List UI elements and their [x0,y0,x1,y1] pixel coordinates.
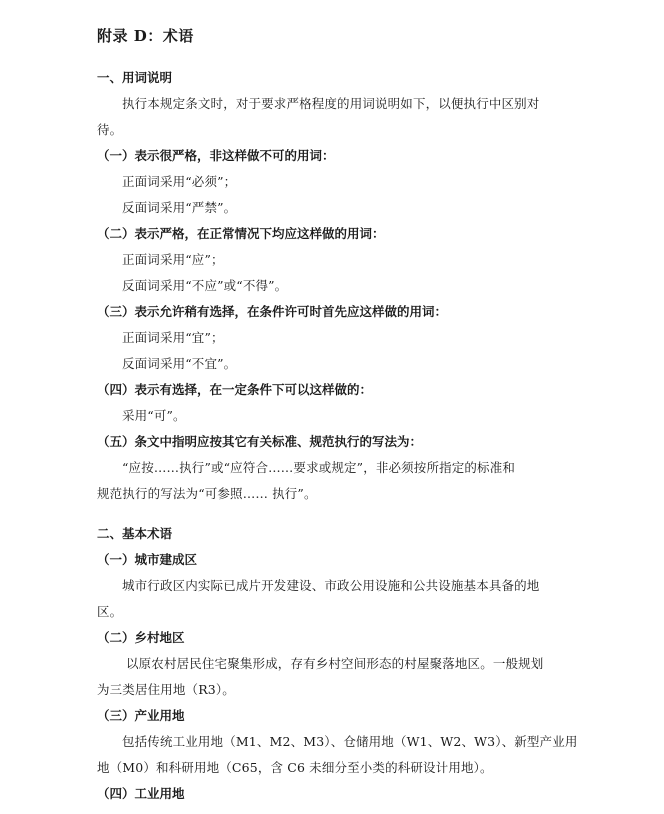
paragraph-line: 以原农村居民住宅聚集形成，存有乡村空间形态的村屋聚落地区。一般规划 [126,656,544,671]
section-heading-terms-usage: 一、用词说明 [97,70,173,85]
subsection-heading: （二）表示严格，在正常情况下均应这样做的用词： [97,226,385,241]
subsection-heading: （二）乡村地区 [97,630,185,645]
subsection-heading: （一）城市建成区 [97,552,198,567]
subsection-heading: （一）表示很严格，非这样做不可的用词： [97,148,335,163]
paragraph-line: 为三类居住用地（R3）。 [97,682,235,697]
subsection-heading: （三）表示允许稍有选择，在条件许可时首先应这样做的用词： [97,304,448,319]
paragraph-line: 正面词采用“必须”； [122,174,237,189]
section-heading-basic-terms: 二、基本术语 [97,526,173,541]
subsection-heading: （四）表示有选择，在一定条件下可以这样做的： [97,382,373,397]
paragraph-line: 正面词采用“宜”； [122,330,224,345]
paragraph-line: 反面词采用“严禁”。 [122,200,237,215]
paragraph-line: 反面词采用“不应”或“不得”。 [122,278,288,293]
paragraph-line: 待。 [97,122,123,137]
subsection-heading: （三）产业用地 [97,708,185,723]
page-title: 附录 D：术语 [97,27,194,45]
paragraph-line: 包括传统工业用地（M1、M2、M3）、仓储用地（W1、W2、W3）、新型产业用 [122,734,578,749]
subsection-heading: （五）条文中指明应按其它有关标准、规范执行的写法为： [97,434,423,449]
paragraph-line: 城市行政区内实际已成片开发建设、市政公用设施和公共设施基本具备的地 [122,578,540,593]
paragraph-line: “应按……执行”或“应符合……要求或规定”，非必须按所指定的标准和 [122,460,516,475]
paragraph-line: 地（M0）和科研用地（C65，含 C6 未细分至小类的科研设计用地）。 [97,760,493,775]
paragraph-line: 正面词采用“应”； [122,252,224,267]
paragraph-line: 采用“可”。 [122,408,186,423]
subsection-heading: （四）工业用地 [97,786,185,801]
paragraph-line: 规范执行的写法为“可参照…… 执行”。 [97,486,317,501]
paragraph-line: 执行本规定条文时，对于要求严格程度的用词说明如下，以便执行中区别对 [122,96,540,111]
paragraph-line: 反面词采用“不宜”。 [122,356,237,371]
paragraph-line: 区。 [97,604,123,619]
